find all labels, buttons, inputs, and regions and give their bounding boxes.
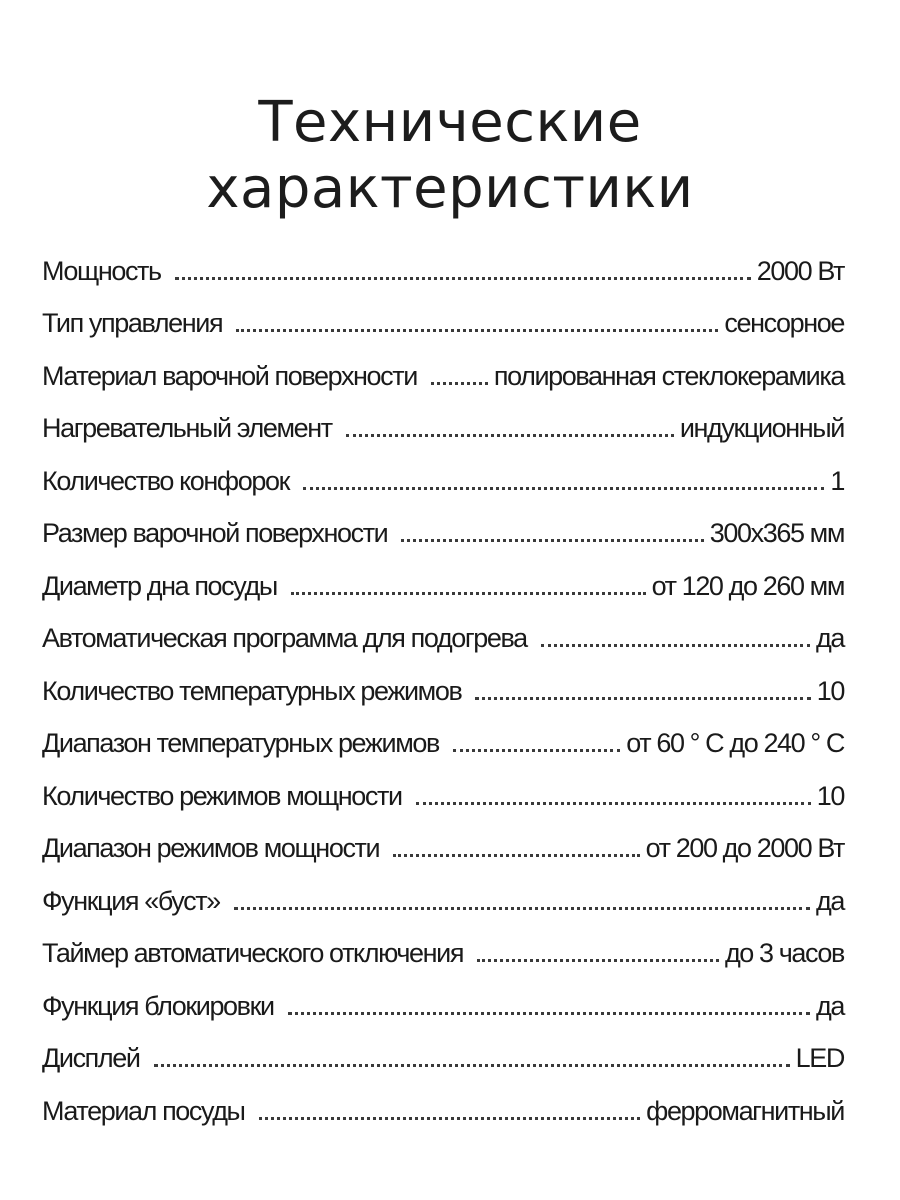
spec-row-temp-range bbox=[42, 711, 844, 764]
dot-leader bbox=[346, 434, 674, 437]
spec-value: от 200 до 2000 Вт bbox=[645, 833, 844, 863]
dot-leader bbox=[175, 277, 751, 280]
dot-leader bbox=[259, 1117, 641, 1120]
spec-row-surface-size bbox=[42, 501, 844, 554]
spec-label: Количество температурных режимов bbox=[42, 675, 462, 706]
dot-leader bbox=[453, 749, 620, 752]
spec-label: Функция «буст» bbox=[42, 885, 220, 916]
title-line-2: характеристики bbox=[206, 155, 694, 221]
spec-value: 1 bbox=[830, 465, 844, 496]
page-title bbox=[0, 90, 900, 222]
spec-row-burner-count bbox=[42, 448, 844, 501]
dot-leader bbox=[541, 644, 810, 647]
spec-label: Количество режимов мощности bbox=[42, 780, 402, 811]
spec-value: LED bbox=[795, 1043, 844, 1073]
dot-leader bbox=[234, 907, 810, 910]
spec-label: Автоматическая программа для подогрева bbox=[42, 623, 527, 653]
spec-label: Диаметр дна посуды bbox=[42, 570, 277, 601]
spec-row-boost bbox=[42, 868, 844, 921]
spec-value: 2000 Вт bbox=[756, 255, 844, 286]
spec-label: Таймер автоматического отключения bbox=[42, 938, 464, 968]
dot-leader bbox=[416, 802, 811, 805]
spec-label: Тип управления bbox=[42, 308, 223, 338]
spec-value: да bbox=[816, 885, 844, 916]
spec-label: Функция блокировки bbox=[42, 990, 274, 1021]
spec-label: Диапазон режимов мощности bbox=[42, 833, 380, 863]
spec-label: Размер варочной поверхности bbox=[42, 518, 388, 548]
spec-value: от 120 до 260 мм bbox=[651, 570, 844, 601]
spec-value: 300x365 мм bbox=[709, 518, 844, 548]
spec-row-control-type bbox=[42, 291, 844, 344]
spec-row-cookware-diameter bbox=[42, 553, 844, 606]
spec-value: 10 bbox=[816, 780, 844, 811]
spec-row-power-range bbox=[42, 816, 844, 869]
spec-row-auto-warm-program bbox=[42, 606, 844, 659]
spec-value: полированная стеклокерамика bbox=[493, 360, 844, 391]
spec-row-auto-off-timer bbox=[42, 921, 844, 974]
spec-value: до 3 часов bbox=[724, 938, 844, 968]
spec-value: сенсорное bbox=[724, 308, 844, 338]
spec-row-power bbox=[42, 238, 844, 291]
spec-value: ферромагнитный bbox=[646, 1095, 844, 1126]
spec-row-surface-material bbox=[42, 343, 844, 396]
title-line-1: Технические bbox=[258, 89, 642, 155]
dot-leader bbox=[431, 382, 488, 385]
dot-leader bbox=[401, 539, 703, 542]
spec-value: да bbox=[816, 623, 844, 653]
dot-leader bbox=[236, 329, 718, 332]
spec-label: Мощность bbox=[42, 255, 161, 286]
spec-value: от 60 ° С до 240 ° С bbox=[626, 728, 844, 758]
dot-leader bbox=[291, 592, 646, 595]
dot-leader bbox=[154, 1064, 790, 1067]
spec-label: Нагревательный элемент bbox=[42, 413, 332, 443]
spec-row-heating-element bbox=[42, 396, 844, 449]
dot-leader bbox=[393, 854, 639, 857]
spec-label: Диапазон температурных режимов bbox=[42, 728, 439, 758]
dot-leader bbox=[477, 959, 719, 962]
dot-leader bbox=[288, 1012, 810, 1015]
spec-label: Количество конфорок bbox=[42, 465, 290, 496]
spec-label: Материал посуды bbox=[42, 1095, 245, 1126]
spec-row-display bbox=[42, 1026, 844, 1079]
dot-leader bbox=[475, 697, 810, 700]
spec-row-cookware-material bbox=[42, 1078, 844, 1131]
spec-list bbox=[42, 238, 844, 1131]
spec-row-power-mode-count bbox=[42, 763, 844, 816]
spec-value: индукционный bbox=[679, 413, 844, 443]
spec-label: Дисплей bbox=[42, 1043, 140, 1073]
spec-value: 10 bbox=[816, 675, 844, 706]
spec-value: да bbox=[816, 990, 844, 1021]
spec-row-temp-mode-count bbox=[42, 658, 844, 711]
spec-row-lock bbox=[42, 973, 844, 1026]
dot-leader bbox=[303, 487, 824, 490]
spec-label: Материал варочной поверхности bbox=[42, 360, 417, 391]
